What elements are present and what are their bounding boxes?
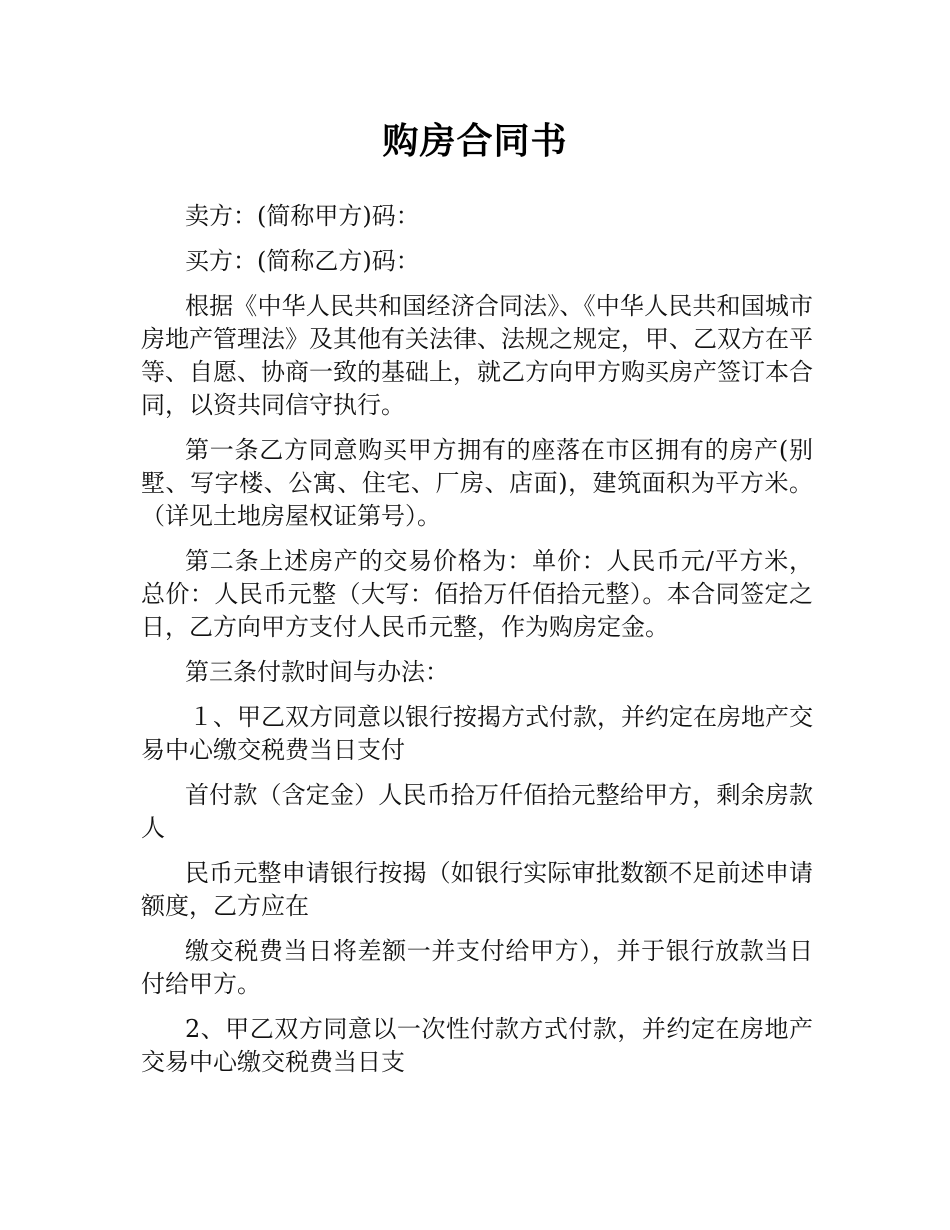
buyer-line: 买方：(简称乙方)码： bbox=[185, 247, 420, 275]
article-3-heading: 第三条付款时间与办法： bbox=[185, 658, 449, 686]
seller-line: 卖方：(简称甲方)码： bbox=[185, 202, 420, 230]
payment-clause-1-difference: 缴交税费当日将差额一并支付给甲方），并于银行放款当日付给甲方。 bbox=[141, 937, 813, 998]
preamble-paragraph: 根据《中华人民共和国经济合同法》、《中华人民共和国城市房地产管理法》及其他有关法律、法规之规定，甲、乙双方在平等、自愿、协商一致的基础上，就乙方向甲方购买房产签订本合同，以资共同信守执行。 bbox=[141, 292, 813, 419]
payment-clause-1: １、甲乙双方同意以银行按揭方式付款，并约定在房地产交易中心缴交税费当日支付 bbox=[141, 703, 813, 764]
payment-clause-1-mortgage: 民币元整申请银行按揭（如银行实际审批数额不足前述申请额度，乙方应在 bbox=[141, 859, 813, 920]
article-2-paragraph: 第二条上述房产的交易价格为：单价：人民币元/平方米，总价：人民币元整（大写：佰拾万仟佰拾元整）。本合同签定之日，乙方向甲方支付人民币元整，作为购房定金。 bbox=[141, 547, 813, 641]
payment-clause-2: 2、甲乙双方同意以一次性付款方式付款，并约定在房地产交易中心缴交税费当日支 bbox=[141, 1015, 813, 1076]
article-1-paragraph: 第一条乙方同意购买甲方拥有的座落在市区拥有的房产(别墅、写字楼、公寓、住宅、厂房、店面)，建筑面积为平方米。（详见土地房屋权证第号）。 bbox=[141, 436, 813, 530]
document-title: 购房合同书 bbox=[382, 121, 568, 162]
document-body bbox=[141, 200, 813, 1091]
payment-clause-1-downpayment: 首付款（含定金）人民币拾万仟佰拾元整给甲方，剩余房款人 bbox=[141, 781, 813, 842]
